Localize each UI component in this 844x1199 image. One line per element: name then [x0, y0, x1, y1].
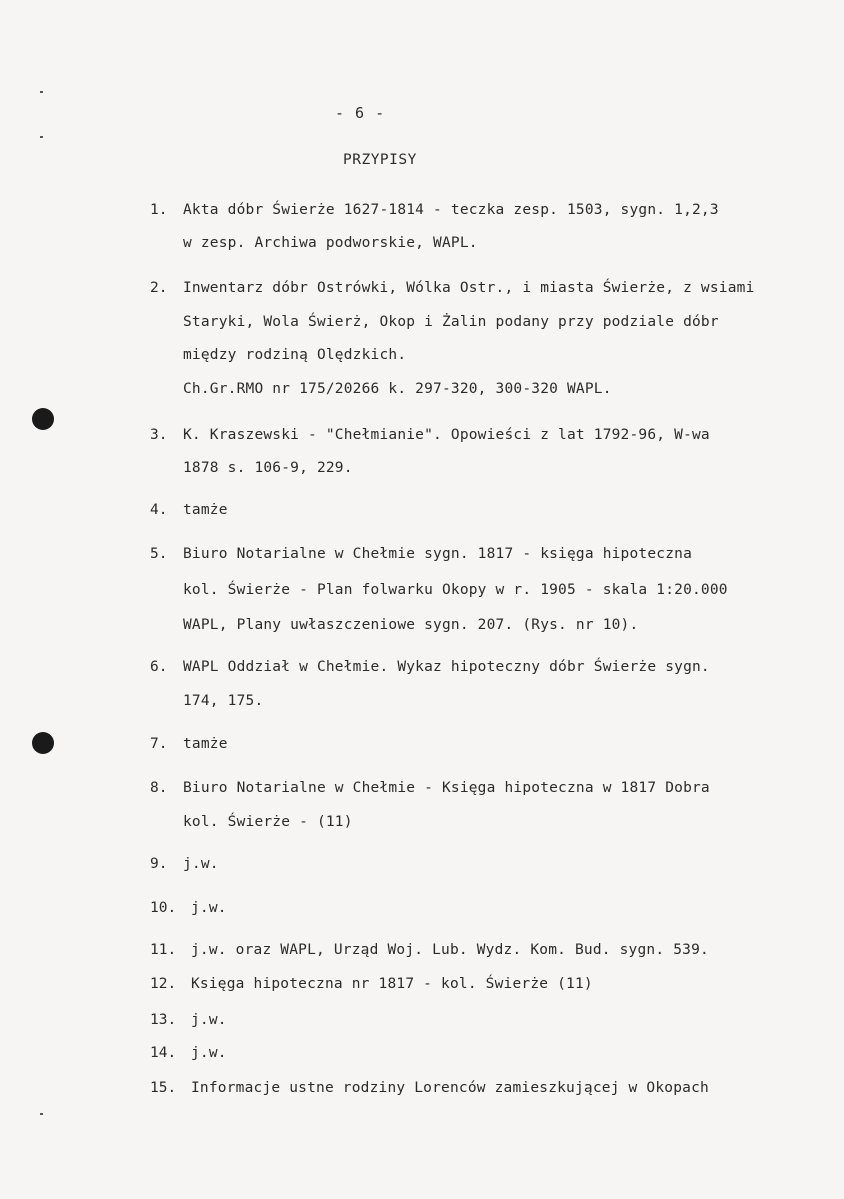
footnote-number: 14.	[150, 1045, 177, 1061]
footnote-line: Księga hipoteczna nr 1817 - kol. Świerże (11)	[191, 976, 593, 992]
footnote-line: tamże	[183, 502, 228, 518]
footnote-line: między rodziną Olędzkich.	[183, 347, 407, 363]
footnote-line: j.w. oraz WAPL, Urząd Woj. Lub. Wydz. Kom. Bud. sygn. 539.	[191, 942, 709, 958]
footnote-number: 15.	[150, 1080, 177, 1096]
footnote-number: 7.	[150, 736, 168, 752]
footnote-number: 11.	[150, 942, 177, 958]
footnote-line: j.w.	[191, 900, 227, 916]
page-title: PRZYPISY	[343, 152, 417, 168]
footnote-line: j.w.	[191, 1012, 227, 1028]
scan-mark	[40, 1113, 43, 1115]
footnote-number: 2.	[150, 280, 168, 296]
footnote-line: Staryki, Wola Świerż, Okop i Żalin podany przy podziale dóbr	[183, 314, 719, 330]
scan-mark	[40, 91, 43, 93]
footnote-line: Ch.Gr.RMO nr 175/20266 k. 297-320, 300-320 WAPL.	[183, 381, 612, 397]
footnote-line: Informacje ustne rodziny Lorenców zamieszkującej w Okopach	[191, 1080, 709, 1096]
footnote-line: K. Kraszewski - "Chełmianie". Opowieści z lat 1792-96, W-wa	[183, 427, 710, 443]
footnote-line: j.w.	[183, 856, 219, 872]
footnote-line: Inwentarz dóbr Ostrówki, Wólka Ostr., i miasta Świerże, z wsiami	[183, 280, 755, 296]
footnote-number: 13.	[150, 1012, 177, 1028]
footnote-line: kol. Świerże - (11)	[183, 814, 353, 830]
footnote-number: 10.	[150, 900, 177, 916]
page-number: - 6 -	[335, 104, 386, 122]
footnote-line: 174, 175.	[183, 693, 264, 709]
footnote-number: 4.	[150, 502, 168, 518]
footnote-line: Akta dóbr Świerże 1627-1814 - teczka zesp. 1503, sygn. 1,2,3	[183, 202, 719, 218]
footnote-line: kol. Świerże - Plan folwarku Okopy w r. 1905 - skala 1:20.000	[183, 582, 728, 598]
footnote-number: 9.	[150, 856, 168, 872]
footnote-number: 5.	[150, 546, 168, 562]
footnote-number: 6.	[150, 659, 168, 675]
footnote-number: 8.	[150, 780, 168, 796]
footnote-line: tamże	[183, 736, 228, 752]
footnote-number: 1.	[150, 202, 168, 218]
footnote-line: 1878 s. 106-9, 229.	[183, 460, 353, 476]
footnote-number: 3.	[150, 427, 168, 443]
scan-mark	[40, 136, 43, 138]
footnote-line: Biuro Notarialne w Chełmie sygn. 1817 - księga hipoteczna	[183, 546, 692, 562]
footnote-line: w zesp. Archiwa podworskie, WAPL.	[183, 235, 478, 251]
punch-hole-dot	[32, 732, 54, 754]
footnote-line: j.w.	[191, 1045, 227, 1061]
footnote-line: Biuro Notarialne w Chełmie - Księga hipoteczna w 1817 Dobra	[183, 780, 710, 796]
footnote-line: WAPL, Plany uwłaszczeniowe sygn. 207. (Rys. nr 10).	[183, 617, 639, 633]
footnote-line: WAPL Oddział w Chełmie. Wykaz hipoteczny dóbr Świerże sygn.	[183, 659, 710, 675]
footnote-number: 12.	[150, 976, 177, 992]
punch-hole-dot	[32, 408, 54, 430]
